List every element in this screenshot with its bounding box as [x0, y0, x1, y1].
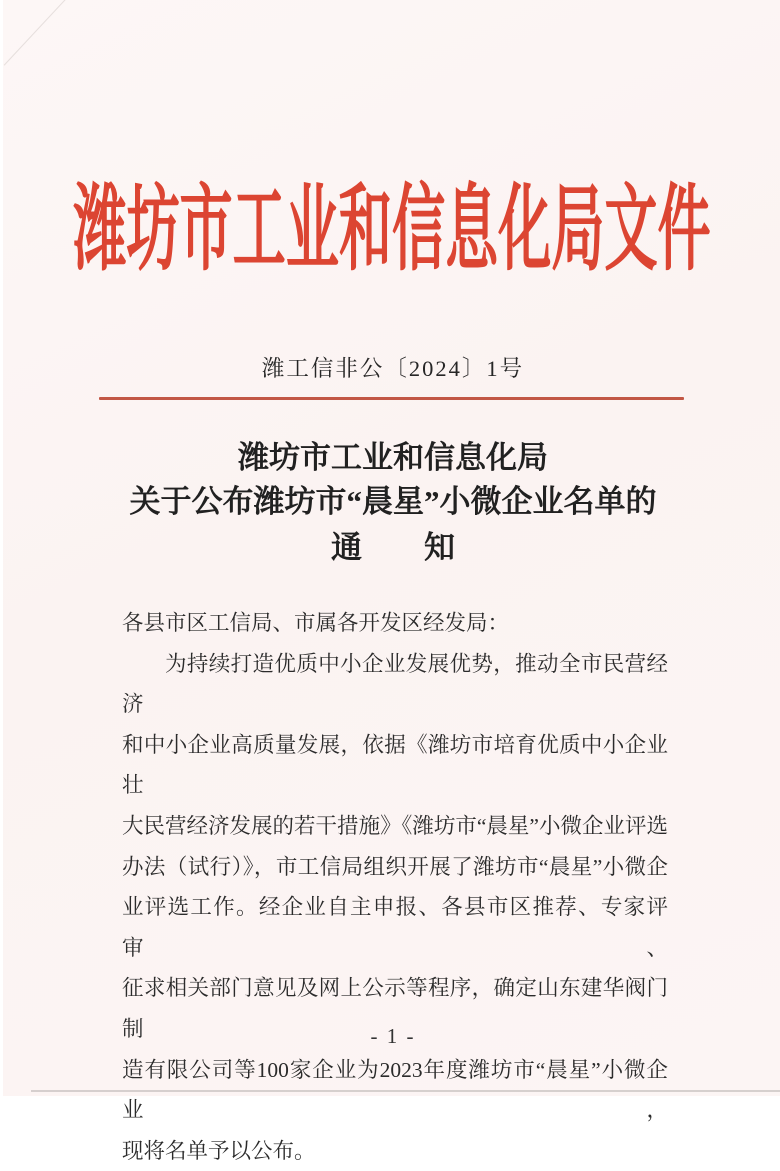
notice-body [122, 603, 668, 1171]
body-line: 大民营经济发展的若干措施》《潍坊市“晨星”小微企业评选 [122, 813, 668, 838]
scanned-page [3, 0, 780, 1163]
page-edge-shadow [31, 1090, 780, 1092]
red-separator-rule [99, 397, 684, 400]
document-number: 潍工信非公〔2024〕1号 [261, 356, 525, 381]
body-line: 造有限公司等100家企业为2023年度潍坊市“晨星”小微企业， [122, 1057, 668, 1123]
body-line: 和中小企业高质量发展，依据《潍坊市培育优质中小企业壮 [122, 732, 668, 798]
page-number: - 1 - [370, 1024, 416, 1048]
notice-title-line1: 潍坊市工业和信息化局 [238, 440, 548, 475]
body-line: 征求相关部门意见及网上公示等程序，确定山东建华阀门制 [122, 976, 668, 1041]
body-line: 现将名单予以公布。 [122, 1138, 316, 1163]
letterhead-title: 潍坊市工业和信息化局文件 [72, 178, 711, 282]
salutation-line: 各县市区工信局、市属各开发区经发局： [122, 611, 510, 635]
body-line: 业评选工作。经企业自主申报、各县市区推荐、专家评审、 [122, 895, 668, 960]
notice-title-line2: 关于公布潍坊市“晨星”小微企业名单的 [129, 484, 657, 519]
notice-title-line3: 通 知 [331, 530, 455, 565]
body-line: 办法（试行）》，市工信局组织开展了潍坊市“晨星”小微企 [122, 854, 668, 879]
page-corner-crease [4, 0, 70, 66]
notice-title [3, 436, 780, 570]
body-line: 为持续打造优质中小企业发展优势，推动全市民营经济 [122, 651, 668, 717]
